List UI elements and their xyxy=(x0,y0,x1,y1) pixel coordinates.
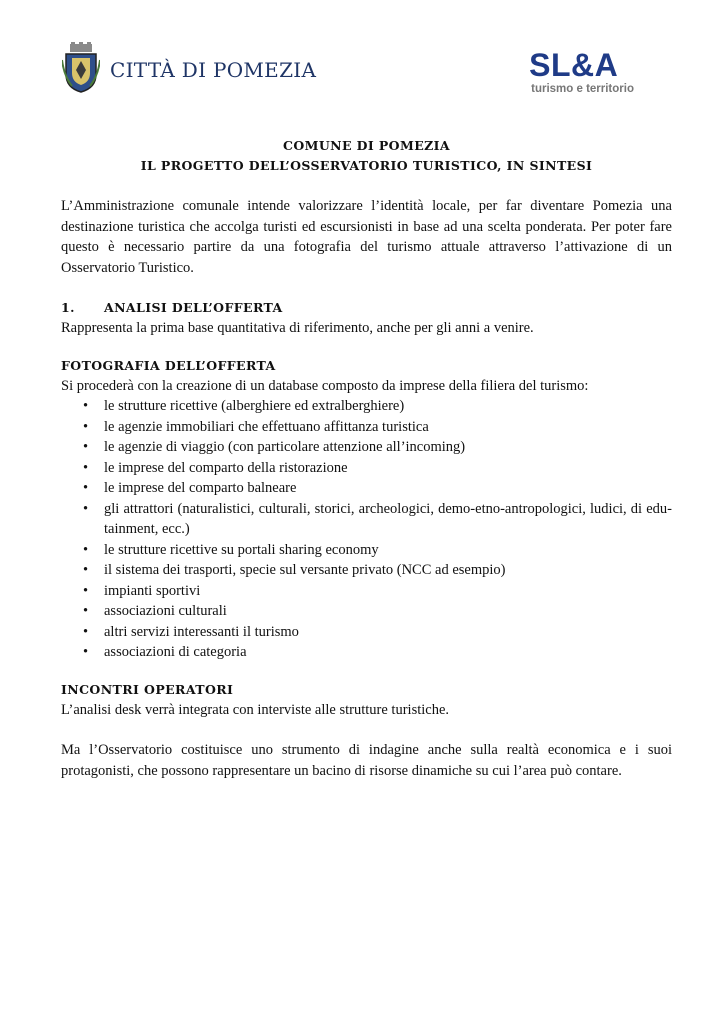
list-item-text: le agenzie immobiliari che effettuano affittanza turistica xyxy=(104,418,429,435)
sla-tagline: turismo e territorio xyxy=(531,83,634,95)
bullet-icon: • xyxy=(83,480,89,496)
list-item-text: associazioni di categoria xyxy=(104,644,247,660)
document-title: COMUNE DI POMEZIA xyxy=(282,138,451,153)
list-item-text: le agenzie di viaggio (con particolare attenzione all’incoming) xyxy=(104,439,466,455)
bullet-icon: • xyxy=(83,439,89,455)
bullet-icon: • xyxy=(83,582,89,599)
section-text: Rappresenta la prima base quantitativa di riferimento, anche per gli anni a venire. xyxy=(61,320,534,336)
closing-paragraph: Ma l’Osservatorio costituisce uno strumento di indagine anche sulla realtà economica e i suoi protagonisti, che possono rappresentare un bacino di risorse dinamiche su cui l’area può contare. xyxy=(61,742,672,779)
list-item xyxy=(61,601,672,622)
list-item-text: gli attrattori (naturalistici, culturali, storici, archeologici, demo-etno-antropologici, ludici, di edu-tainment, ecc.) xyxy=(104,500,672,537)
intro-paragraph: L’Amministrazione comunale intende valorizzare l’identità locale, per far diventare Pomezia una destinazione turistica che accolga turisti ed escursionisti in base ad una scelta ponderata. Per poter fare questo è necessario partire da una fotografia del turismo attuale attraverso l’attivazione di un Osservatorio Turistico. xyxy=(61,198,672,276)
list-item xyxy=(61,437,672,458)
list-item-text: impianti sportivi xyxy=(104,582,201,599)
section-heading-incontri: INCONTRI OPERATORI xyxy=(61,681,234,697)
bullet-icon: • xyxy=(83,398,89,414)
list-item xyxy=(61,478,672,499)
list-item-text: le imprese del comparto balneare xyxy=(104,480,297,496)
list-item xyxy=(61,499,672,540)
list-item-text: il sistema dei trasporti, specie sul versante privato (NCC ad esempio) xyxy=(104,562,506,578)
list-item xyxy=(61,458,672,479)
section-title: ANALISI DELL’OFFERTA xyxy=(104,300,283,315)
document-subtitle: IL PROGETTO DELL’OSSERVATORIO TURISTICO, IN SINTESI xyxy=(140,158,593,173)
bullet-icon: • xyxy=(83,418,89,435)
city-name: CITTÀ DI POMEZIA xyxy=(110,58,317,82)
city-logo xyxy=(62,42,316,94)
bullet-icon: • xyxy=(83,459,89,476)
list-item xyxy=(61,396,672,417)
bullet-icon: • xyxy=(83,541,89,558)
section-text: Si procederà con la creazione di un database composto da imprese della filiera del turismo: xyxy=(61,377,589,394)
bullet-icon: • xyxy=(83,603,89,619)
section-heading-analisi xyxy=(61,298,672,318)
list-item xyxy=(61,642,672,663)
list-item-text: le strutture ricettive (alberghiere ed extralberghiere) xyxy=(104,398,405,414)
list-item xyxy=(61,540,672,561)
section-heading-fotografia: FOTOGRAFIA DELL’OFFERTA xyxy=(61,357,276,373)
list-item-text: le strutture ricettive su portali sharing economy xyxy=(104,541,379,558)
list-item-text: altri servizi interessanti il turismo xyxy=(104,623,299,640)
sla-logo xyxy=(529,48,634,96)
list-item-text: le imprese del comparto della ristorazione xyxy=(104,459,348,476)
list-item-text: associazioni culturali xyxy=(104,603,227,619)
coat-of-arms-icon xyxy=(62,42,100,94)
section-number: 1. xyxy=(61,300,75,315)
list-item xyxy=(61,417,672,438)
bullet-icon: • xyxy=(83,644,89,660)
bullet-icon: • xyxy=(83,623,89,640)
list-item xyxy=(61,581,672,602)
document-body xyxy=(61,136,672,781)
bullet-icon: • xyxy=(83,562,89,578)
list-item xyxy=(61,622,672,643)
list-item xyxy=(61,560,672,581)
offer-list xyxy=(61,396,672,663)
sla-name: SL&A xyxy=(529,47,619,83)
section-text: L’analisi desk verrà integrata con interviste alle strutture turistiche. xyxy=(61,701,450,718)
bullet-icon: • xyxy=(83,500,89,517)
